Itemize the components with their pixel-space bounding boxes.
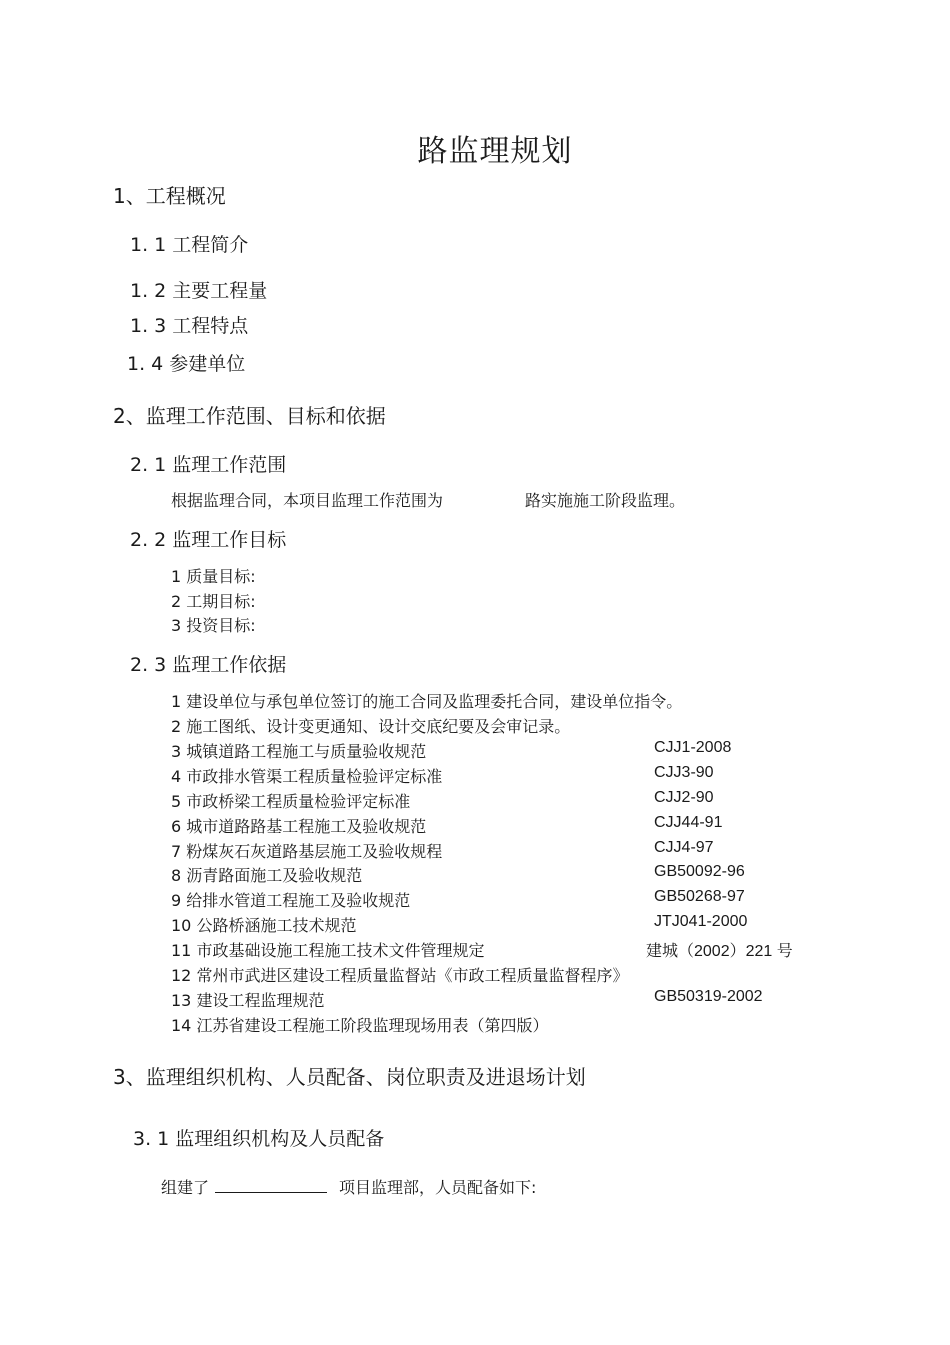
scope-text-part1: 根据监理合同，本项目监理工作范围为 — [171, 491, 444, 510]
basis-item-code: GB50092-96 — [654, 863, 745, 880]
scope-text-part2: 路实施施工阶段监理。 — [525, 491, 686, 510]
basis-item-code: CJJ4-97 — [654, 839, 714, 856]
basis-item-text: 12 常州市武进区建设工程质量监督站《市政工程质量监督程序》 — [171, 966, 629, 985]
basis-item-code: CJJ1-2008 — [654, 739, 732, 756]
basis-item-text: 6 城市道路路基工程施工及验收规范 — [171, 817, 427, 836]
org-text-part2: 项目监理部，人员配备如下: — [339, 1178, 537, 1197]
basis-item-code: GB50268-97 — [654, 888, 745, 905]
basis-item-text: 1 建设单位与承包单位签订的施工合同及监理委托合同，建设单位指令。 — [171, 692, 683, 711]
subsection-1-4-heading: 1. 4 参建单位 — [127, 353, 246, 375]
basis-item-code: JTJ041-2000 — [654, 913, 748, 930]
basis-item-text: 8 沥青路面施工及验收规范 — [171, 866, 363, 885]
subsection-1-1-heading: 1. 1 工程简介 — [130, 234, 249, 256]
basis-item-text: 13 建设工程监理规范 — [171, 991, 325, 1010]
page-title: 路监理规划 — [417, 134, 573, 169]
basis-item-text: 14 江苏省建设工程施工阶段监理现场用表（第四版） — [171, 1016, 549, 1035]
basis-item-text: 9 给排水管道工程施工及验收规范 — [171, 891, 411, 910]
basis-item-text: 2 施工图纸、设计变更通知、设计交底纪要及会审记录。 — [171, 717, 571, 736]
subsection-3-1-heading: 3. 1 监理组织机构及人员配备 — [133, 1128, 385, 1150]
org-sentence — [161, 1175, 536, 1198]
basis-item-text: 3 城镇道路工程施工与质量验收规范 — [171, 742, 427, 761]
subsection-1-2-heading: 1. 2 主要工程量 — [130, 280, 268, 302]
basis-item-text: 4 市政排水管渠工程质量检验评定标准 — [171, 767, 443, 786]
basis-item-code: GB50319-2002 — [654, 988, 763, 1005]
subsection-2-3-heading: 2. 3 监理工作依据 — [130, 654, 287, 676]
section-3-heading: 3、监理组织机构、人员配备、岗位职责及进退场计划 — [113, 1065, 586, 1089]
basis-item-text: 10 公路桥涵施工技术规范 — [171, 916, 357, 935]
basis-item-code: CJJ44-91 — [654, 814, 723, 831]
basis-item-code: CJJ3-90 — [654, 764, 714, 781]
subsection-2-2-heading: 2. 2 监理工作目标 — [130, 529, 287, 551]
goal-item: 3 投资目标: — [171, 616, 256, 635]
fill-in-blank[interactable] — [215, 1178, 327, 1193]
section-2-heading: 2、监理工作范围、目标和依据 — [113, 404, 386, 428]
subsection-2-1-heading: 2. 1 监理工作范围 — [130, 454, 287, 476]
subsection-1-3-heading: 1. 3 工程特点 — [130, 315, 249, 337]
basis-item-code: CJJ2-90 — [654, 789, 714, 806]
basis-item-text: 5 市政桥梁工程质量检验评定标准 — [171, 792, 411, 811]
basis-item-code: 建城（2002）221 号 — [646, 943, 793, 960]
goal-item: 2 工期目标: — [171, 592, 256, 611]
basis-item-text: 7 粉煤灰石灰道路基层施工及验收规程 — [171, 842, 443, 861]
basis-item-text: 11 市政基础设施工程施工技术文件管理规定 — [171, 941, 485, 960]
section-1-heading: 1、工程概况 — [113, 184, 226, 208]
goal-item: 1 质量目标: — [171, 567, 256, 586]
org-text-part1: 组建了 — [161, 1178, 210, 1197]
